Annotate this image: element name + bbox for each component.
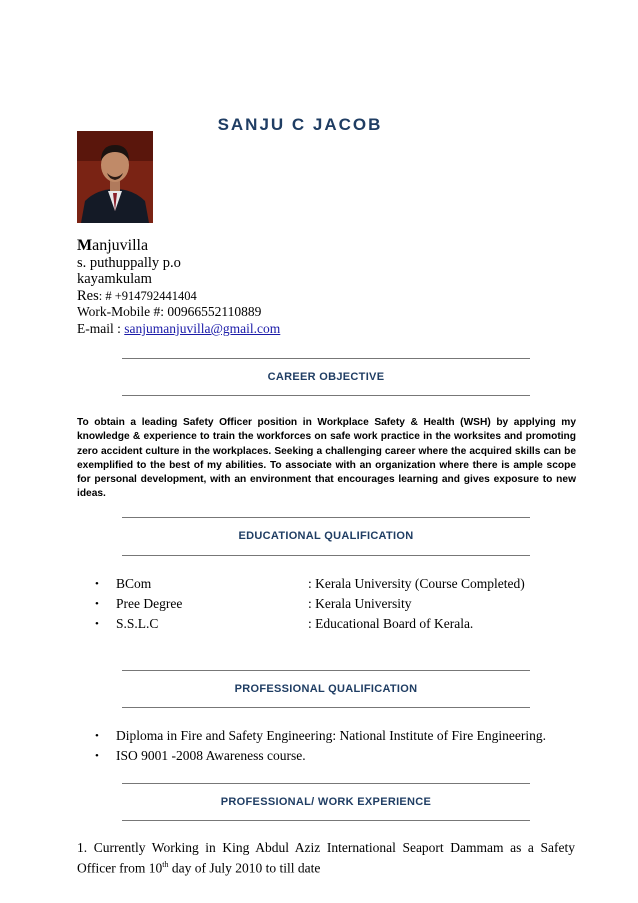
professional-item: Diploma in Fire and Safety Engineering: National Institute of Fire Engineering. xyxy=(116,728,547,743)
divider xyxy=(122,820,530,821)
education-degree: Pree Degree xyxy=(116,596,183,611)
divider xyxy=(122,517,530,518)
bullet-icon: • xyxy=(95,750,99,762)
bullet-icon: • xyxy=(95,730,99,742)
bullet-icon: • xyxy=(95,618,99,630)
education-institution: : Kerala University xyxy=(308,596,412,611)
professional-item: ISO 9001 -2008 Awareness course. xyxy=(116,748,306,763)
bullet-icon: • xyxy=(95,578,99,590)
section-work-experience: PROFESSIONAL/ WORK EXPERIENCE xyxy=(220,796,432,808)
divider xyxy=(122,358,530,359)
career-objective-text: To obtain a leading Safety Officer position in Workplace Safety & Health (WSH) by applying my knowledge & experience to train the workforces on safe work practice in the worksites and promoting zero accident culture in the workplaces. Seeking a challenging career where the acquired skills can be exemplified to the best of my abilities. To associate with an organization where there is ample scope for personal development, with an environment that encourages learning and gives exposure to new ideas. xyxy=(77,417,576,500)
section-professional-qualification: PROFESSIONAL QUALIFICATION xyxy=(234,683,418,695)
address-name: Manjuvilla xyxy=(77,237,149,254)
person-photo-icon xyxy=(77,131,153,223)
section-career-objective: CAREER OBJECTIVE xyxy=(267,371,385,383)
contact-block xyxy=(77,238,280,338)
divider xyxy=(122,395,530,396)
divider xyxy=(122,783,530,784)
work-experience-text: 1. Currently Working in King Abdul Aziz International Seaport Dammam as a Safety Officer from 10th day of July 2010 to till date xyxy=(77,840,575,875)
address-line-2: s. puthuppally p.o xyxy=(77,254,181,271)
candidate-name: SANJU C JACOB xyxy=(217,115,383,134)
education-degree: BCom xyxy=(116,576,152,591)
education-institution: : Kerala University (Course Completed) xyxy=(308,576,525,591)
education-institution: : Educational Board of Kerala. xyxy=(308,616,474,631)
bullet-icon: • xyxy=(95,598,99,610)
email-line: E-mail : sanjumanjuvilla@gmail.com xyxy=(77,320,281,336)
divider xyxy=(122,555,530,556)
education-degree: S.S.L.C xyxy=(116,616,159,631)
email-link[interactable]: sanjumanjuvilla@gmail.com xyxy=(124,320,281,336)
divider xyxy=(122,670,530,671)
divider xyxy=(122,707,530,708)
section-educational-qualification: EDUCATIONAL QUALIFICATION xyxy=(238,530,414,542)
work-mobile: Work-Mobile #: 00966552110889 xyxy=(77,304,262,320)
address-line-3: kayamkulam xyxy=(77,271,152,288)
residence-phone: Res: # +914792441404 xyxy=(77,287,197,304)
